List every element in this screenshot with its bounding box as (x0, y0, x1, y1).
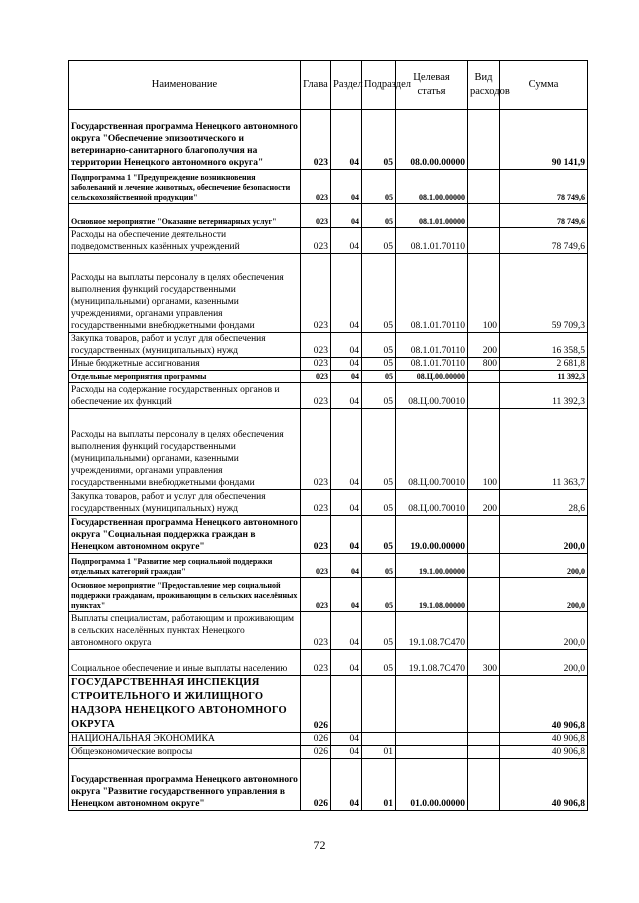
row-name: ГОСУДАРСТВЕННАЯ ИНСПЕКЦИЯ СТРОИТЕЛЬНОГО И ЖИЛИЩНОГО НАДЗОРА НЕНЕЦКОГО АВТОНОМНОГО ОКРУГА (69, 676, 301, 733)
row-name: Подпрограмма 1 "Развитие мер социальной поддержки отдельных категорий граждан" (69, 554, 301, 578)
row-target: 08.Ц.00.70010 (396, 383, 468, 409)
row-sum: 40 906,8 (500, 759, 588, 811)
row-glava: 026 (301, 746, 331, 759)
row-vid (468, 578, 500, 612)
row-razdel: 04 (331, 371, 362, 383)
row-glava: 023 (301, 110, 331, 170)
row-razdel (331, 676, 362, 733)
row-vid: 100 (468, 409, 500, 490)
row-sum: 78 749,6 (500, 204, 588, 228)
row-podrazdel: 05 (362, 170, 396, 204)
row-vid: 300 (468, 650, 500, 676)
page-number: 72 (313, 838, 326, 852)
row-target (396, 676, 468, 733)
row-podrazdel: 05 (362, 110, 396, 170)
row-target: 08.1.00.00000 (396, 170, 468, 204)
row-sum: 16 358,5 (500, 333, 588, 358)
row-podrazdel: 05 (362, 554, 396, 578)
row-vid (468, 371, 500, 383)
header-glava: Глава (301, 61, 331, 110)
row-name: Основное мероприятие "Предоставление мер социальной поддержки гражданам, проживающим в сельских населённых пунктах" (69, 578, 301, 612)
row-vid: 100 (468, 254, 500, 333)
row-target (396, 746, 468, 759)
row-glava: 023 (301, 371, 331, 383)
row-razdel: 04 (331, 650, 362, 676)
row-glava: 023 (301, 254, 331, 333)
table-row (69, 490, 588, 516)
row-sum: 40 906,8 (500, 733, 588, 746)
header-target: Целевая статья (396, 61, 468, 110)
header-name: Наименование (69, 61, 301, 110)
table-row (69, 371, 588, 383)
row-sum: 11 363,7 (500, 409, 588, 490)
row-podrazdel: 05 (362, 578, 396, 612)
row-target: 01.0.00.00000 (396, 759, 468, 811)
table-row (69, 759, 588, 811)
row-razdel: 04 (331, 612, 362, 650)
row-target: 08.1.01.70110 (396, 228, 468, 254)
row-vid (468, 383, 500, 409)
row-name: НАЦИОНАЛЬНАЯ ЭКОНОМИКА (69, 733, 301, 746)
row-razdel: 04 (331, 554, 362, 578)
row-podrazdel: 05 (362, 204, 396, 228)
row-sum: 90 141,9 (500, 110, 588, 170)
row-sum: 200,0 (500, 516, 588, 554)
row-glava: 023 (301, 170, 331, 204)
table-row (69, 333, 588, 358)
table-row (69, 578, 588, 612)
row-glava: 023 (301, 204, 331, 228)
row-podrazdel: 05 (362, 409, 396, 490)
header-row (69, 61, 588, 110)
row-vid: 200 (468, 490, 500, 516)
row-vid (468, 204, 500, 228)
header-podrazdel: Подраздел (362, 61, 396, 110)
row-podrazdel: 05 (362, 383, 396, 409)
row-vid (468, 746, 500, 759)
row-name: Основное мероприятие "Оказание ветеринарных услуг" (69, 204, 301, 228)
row-sum: 40 906,8 (500, 676, 588, 733)
row-glava: 023 (301, 228, 331, 254)
row-podrazdel: 01 (362, 759, 396, 811)
row-glava: 023 (301, 409, 331, 490)
row-razdel: 04 (331, 383, 362, 409)
row-glava: 023 (301, 358, 331, 371)
row-target: 19.0.00.00000 (396, 516, 468, 554)
table-row (69, 409, 588, 490)
row-target: 08.Ц.00.70010 (396, 490, 468, 516)
row-target: 08.1.01.70110 (396, 254, 468, 333)
table-row (69, 612, 588, 650)
row-podrazdel: 05 (362, 516, 396, 554)
row-sum: 78 749,6 (500, 228, 588, 254)
row-target: 19.1.08.00000 (396, 578, 468, 612)
row-glava: 023 (301, 578, 331, 612)
table-row (69, 170, 588, 204)
row-razdel: 04 (331, 746, 362, 759)
row-podrazdel: 05 (362, 228, 396, 254)
row-name: Государственная программа Ненецкого автономного округа "Развитие государственного управления в Ненецком автономном округе" (69, 759, 301, 811)
row-glava: 023 (301, 650, 331, 676)
row-target: 08.Ц.00.00000 (396, 371, 468, 383)
row-razdel: 04 (331, 204, 362, 228)
row-name: Закупка товаров, работ и услуг для обеспечения государственных (муниципальных) нужд (69, 490, 301, 516)
row-sum: 11 392,3 (500, 371, 588, 383)
row-sum: 78 749,6 (500, 170, 588, 204)
row-vid (468, 228, 500, 254)
table-row (69, 554, 588, 578)
table-row (69, 204, 588, 228)
row-podrazdel: 05 (362, 612, 396, 650)
row-glava: 023 (301, 516, 331, 554)
row-target: 08.1.01.00000 (396, 204, 468, 228)
row-razdel: 04 (331, 733, 362, 746)
row-vid (468, 110, 500, 170)
row-name: Расходы на выплаты персоналу в целях обеспечения выполнения функций государственными (муниципальными) органами, казенными учреждениями, органами управления государственными внебюджетными фондами (69, 254, 301, 333)
row-target: 19.1.08.7С470 (396, 612, 468, 650)
row-podrazdel: 05 (362, 490, 396, 516)
row-razdel: 04 (331, 170, 362, 204)
row-name: Отдельные мероприятия программы (69, 371, 301, 383)
row-vid (468, 759, 500, 811)
row-name: Иные бюджетные ассигнования (69, 358, 301, 371)
row-name: Подпрограмма 1 "Предупреждение возникновения заболеваний и лечение животных, обеспечение безопасности сельскохозяйственной продукции" (69, 170, 301, 204)
row-razdel: 04 (331, 516, 362, 554)
row-podrazdel (362, 676, 396, 733)
row-sum: 200,0 (500, 612, 588, 650)
row-glava: 023 (301, 612, 331, 650)
table-row (69, 254, 588, 333)
row-target: 08.1.01.70110 (396, 333, 468, 358)
row-name: Расходы на выплаты персоналу в целях обеспечения выполнения функций государственными (муниципальными) органами, казенными учреждениями, органами управления государственными внебюджетными фондами (69, 409, 301, 490)
row-target: 08.0.00.00000 (396, 110, 468, 170)
row-glava: 023 (301, 383, 331, 409)
row-podrazdel: 01 (362, 746, 396, 759)
row-sum: 59 709,3 (500, 254, 588, 333)
table-row (69, 228, 588, 254)
row-podrazdel: 05 (362, 371, 396, 383)
row-vid (468, 554, 500, 578)
row-sum: 200,0 (500, 554, 588, 578)
row-vid: 800 (468, 358, 500, 371)
row-sum: 2 681,8 (500, 358, 588, 371)
row-razdel: 04 (331, 490, 362, 516)
row-vid (468, 676, 500, 733)
row-name: Социальное обеспечение и иные выплаты населению (69, 650, 301, 676)
table-row (69, 358, 588, 371)
row-name: Закупка товаров, работ и услуг для обеспечения государственных (муниципальных) нужд (69, 333, 301, 358)
row-razdel: 04 (331, 333, 362, 358)
row-glava: 026 (301, 759, 331, 811)
row-target: 08.1.01.70110 (396, 358, 468, 371)
row-razdel: 04 (331, 254, 362, 333)
row-name: Общеэкономические вопросы (69, 746, 301, 759)
row-podrazdel: 05 (362, 333, 396, 358)
row-target: 19.1.00.00000 (396, 554, 468, 578)
table-row (69, 650, 588, 676)
row-glava: 026 (301, 733, 331, 746)
row-target: 19.1.08.7С470 (396, 650, 468, 676)
row-vid (468, 170, 500, 204)
header-vid: Вид расходов (468, 61, 500, 110)
table-row (69, 733, 588, 746)
budget-table (68, 60, 588, 811)
row-razdel: 04 (331, 110, 362, 170)
row-glava: 023 (301, 333, 331, 358)
row-target (396, 733, 468, 746)
row-name: Расходы на содержание государственных органов и обеспечение их функций (69, 383, 301, 409)
row-razdel: 04 (331, 578, 362, 612)
row-razdel: 04 (331, 228, 362, 254)
table-row (69, 516, 588, 554)
table-row (69, 110, 588, 170)
row-vid (468, 516, 500, 554)
row-vid (468, 733, 500, 746)
table-row (69, 746, 588, 759)
header-razdel: Раздел (331, 61, 362, 110)
row-sum: 40 906,8 (500, 746, 588, 759)
row-sum: 200,0 (500, 578, 588, 612)
row-glava: 026 (301, 676, 331, 733)
row-vid (468, 612, 500, 650)
row-podrazdel: 05 (362, 254, 396, 333)
row-name: Выплаты специалистам, работающим и проживающим в сельских населённых пунктах Ненецкого автономного округа (69, 612, 301, 650)
table-row (69, 676, 588, 733)
row-sum: 11 392,3 (500, 383, 588, 409)
header-sum: Сумма (500, 61, 588, 110)
row-target: 08.Ц.00.70010 (396, 409, 468, 490)
row-glava: 023 (301, 554, 331, 578)
row-name: Расходы на обеспечение деятельности подведомственных казённых учреждений (69, 228, 301, 254)
row-razdel: 04 (331, 358, 362, 371)
table-row (69, 383, 588, 409)
row-podrazdel: 05 (362, 358, 396, 371)
row-podrazdel: 05 (362, 650, 396, 676)
row-glava: 023 (301, 490, 331, 516)
row-podrazdel (362, 733, 396, 746)
row-name: Государственная программа Ненецкого автономного округа "Социальная поддержка граждан в Ненецком автономном округе" (69, 516, 301, 554)
row-sum: 28,6 (500, 490, 588, 516)
row-razdel: 04 (331, 759, 362, 811)
row-sum: 200,0 (500, 650, 588, 676)
row-vid: 200 (468, 333, 500, 358)
row-razdel: 04 (331, 409, 362, 490)
row-name: Государственная программа Ненецкого автономного округа "Обеспечение эпизоотического и ветеринарно-санитарного благополучия на территории Ненецкого автономного округа" (69, 110, 301, 170)
